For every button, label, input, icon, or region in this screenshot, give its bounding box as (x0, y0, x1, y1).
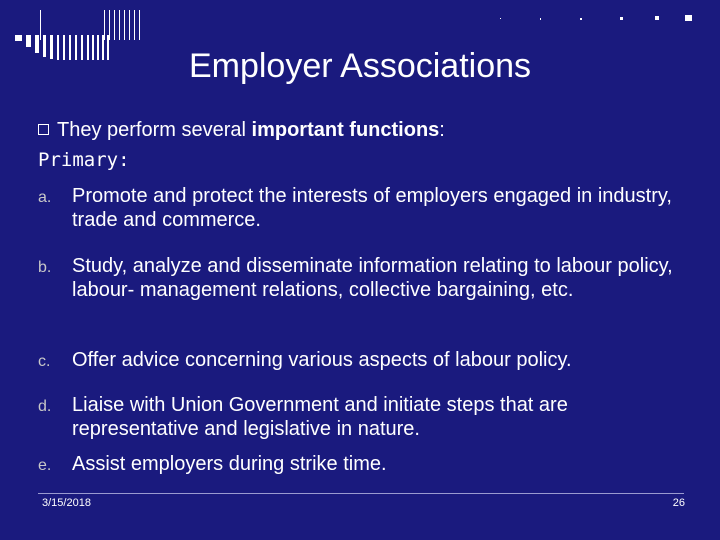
list-item-text: Study, analyze and disseminate information relating to labour policy, labour- management relations, collective bargaining, etc. (72, 255, 673, 301)
list-marker: d. (38, 398, 52, 415)
list-item-text: Assist employers during strike time. (72, 453, 387, 475)
list-item (38, 452, 688, 476)
checkbox-square-icon (38, 124, 49, 135)
intro-text-before: They perform several (57, 119, 252, 141)
list-marker: b. (38, 259, 52, 276)
list-item-text: Promote and protect the interests of employers engaged in industry, trade and commerce. (72, 185, 672, 231)
list-marker: e. (38, 457, 52, 474)
list-item (38, 393, 688, 441)
list-item (38, 184, 688, 232)
intro-text-bold: important functions (251, 119, 440, 141)
list-item (38, 348, 688, 372)
list-item-text: Offer advice concerning various aspects of labour policy. (72, 349, 572, 371)
primary-label: Primary: (38, 149, 130, 171)
footer-divider (38, 493, 684, 494)
page-number: 26 (672, 497, 685, 509)
slide-title: Employer Associations (188, 47, 532, 85)
list-marker: c. (38, 353, 51, 370)
footer-date: 3/15/2018 (42, 497, 91, 509)
intro-text-after: : (439, 119, 445, 141)
intro-bullet (38, 118, 445, 142)
list-item-text: Liaise with Union Government and initiate steps that are representative and legislative in nature. (72, 394, 568, 440)
list-marker: a. (38, 189, 52, 206)
list-item (38, 254, 688, 302)
